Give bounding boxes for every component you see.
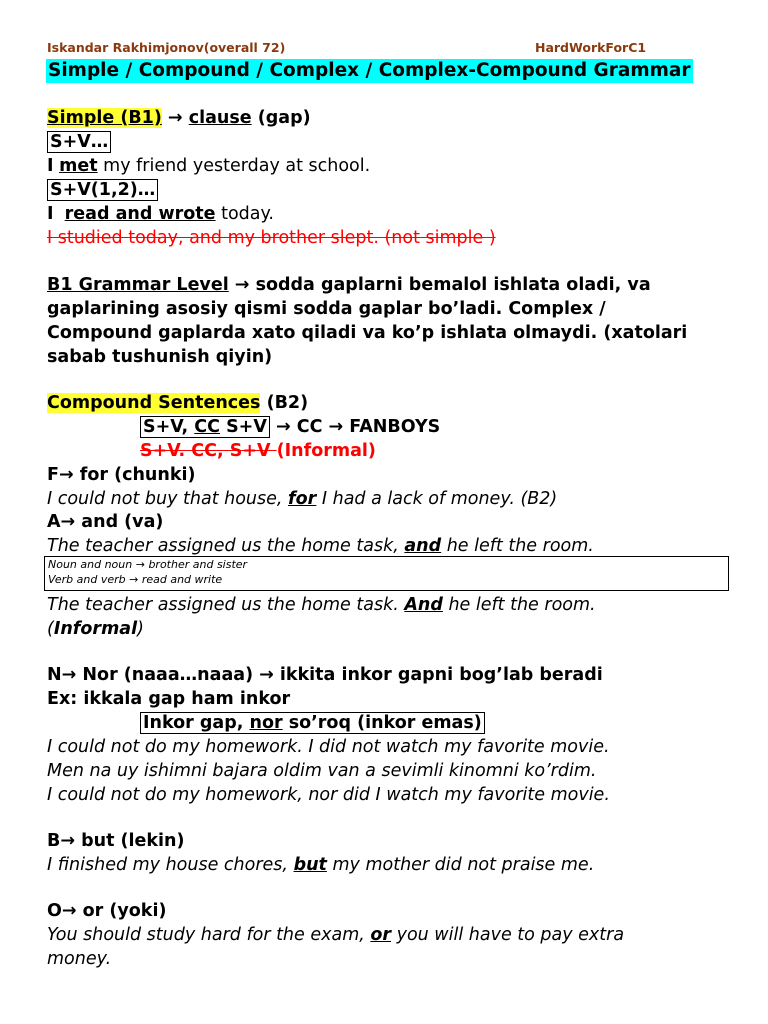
- formula-box: [140, 712, 485, 734]
- verb: read and wrote: [64, 204, 216, 224]
- formula-part: S+V: [219, 417, 267, 437]
- compound-heading: Compound Sentences: [47, 393, 261, 413]
- and-example: [47, 535, 594, 557]
- rest: my friend yesterday at school.: [97, 156, 371, 176]
- ex-part: I had a lack of money. (B2): [316, 489, 558, 509]
- b1-heading: B1 Grammar Level: [47, 275, 229, 295]
- simple-heading-line: [47, 107, 311, 129]
- ex-part: The teacher assigned us the home task.: [47, 595, 405, 615]
- ex-part: I finished my house chores,: [47, 855, 294, 875]
- paren: (: [47, 619, 54, 639]
- ex-part: The teacher assigned us the home task,: [47, 536, 405, 556]
- informal-note: [47, 618, 144, 640]
- formula-cc: CC: [194, 417, 220, 437]
- informal-label: (Informal): [276, 441, 376, 461]
- keyword: nor: [249, 713, 283, 733]
- keyword: And: [404, 595, 443, 615]
- ex-part: he left the room.: [441, 536, 594, 556]
- but-title: B→ but (lekin): [47, 831, 185, 851]
- nor-example-2: Men na uy ishimni bajara oldim van a sevimli kinomni ko’rdim.: [47, 761, 597, 781]
- page-title: Simple / Compound / Complex / Complex-Compound Grammar: [48, 60, 691, 81]
- note-line-1: Noun and noun → brother and sister: [48, 558, 248, 571]
- simple-example-1: [47, 155, 370, 177]
- subject: I: [47, 204, 54, 224]
- ex-part: he left the room.: [442, 595, 596, 615]
- keyword: but: [293, 855, 327, 875]
- formula-box: S+V(1,2)…: [47, 179, 158, 201]
- formula-part: Inkor gap,: [143, 713, 250, 733]
- informal-formula: [140, 440, 376, 462]
- formula-sv12: [47, 179, 158, 201]
- nor-example-3: I could not do my homework, nor did I watch my favorite movie.: [47, 785, 610, 805]
- keyword: and: [404, 536, 442, 556]
- compound-level: (B2): [260, 393, 309, 413]
- for-title: F→ for (chunki): [47, 465, 196, 485]
- informal-label: Informal: [53, 619, 138, 639]
- formula-sv: [47, 131, 111, 153]
- ex-part: you will have to pay extra: [391, 925, 625, 945]
- for-example: [47, 488, 557, 510]
- formula-part: so’roq (inkor emas): [282, 713, 482, 733]
- or-example-cont: money.: [47, 949, 112, 969]
- not-simple-example: I studied today, and my brother slept. (not simple ): [47, 228, 496, 248]
- b1-text: → sodda gaplarni bemalol ishlata oladi, va: [228, 275, 651, 295]
- arrow: →: [161, 108, 189, 128]
- author-name: Iskandar Rakhimjonov(overall 72): [47, 40, 286, 55]
- and-informal-example: [47, 594, 596, 616]
- compound-formula: [140, 416, 440, 438]
- struck-formula: S+V. CC, S+V: [140, 441, 277, 461]
- b1-level-line-3: Compound gaplarda xato qiladi va ko’p ishlata olmaydi. (xatolari: [47, 323, 688, 343]
- formula-box: S+V…: [47, 131, 111, 153]
- verb: met: [59, 156, 98, 176]
- channel-name: HardWorkForC1: [535, 40, 647, 55]
- compound-heading-line: [47, 392, 308, 414]
- ex-part: I could not buy that house,: [47, 489, 289, 509]
- keyword: or: [370, 925, 392, 945]
- rest: today.: [215, 204, 274, 224]
- nor-formula: [140, 712, 485, 734]
- gap-word: (gap): [251, 108, 311, 128]
- ex-part: You should study hard for the exam,: [47, 925, 371, 945]
- note-box: [44, 556, 729, 591]
- keyword: for: [288, 489, 317, 509]
- formula-part: S+V,: [143, 417, 195, 437]
- b1-level-line-1: [47, 274, 651, 296]
- but-example: [47, 854, 594, 876]
- b1-level-line-4: sabab tushunish qiyin): [47, 347, 273, 367]
- simple-heading: Simple (B1): [47, 108, 162, 128]
- or-title: O→ or (yoki): [47, 901, 167, 921]
- nor-subtitle: Ex: ikkala gap ham inkor: [47, 689, 291, 709]
- nor-title: N→ Nor (naaa…naaa) → ikkita inkor gapni bog’lab beradi: [47, 665, 603, 685]
- subject: I: [47, 156, 54, 176]
- simple-example-2: [47, 203, 274, 225]
- b1-level-line-2: gaplarining asosiy qismi sodda gaplar bo’ladi. Complex /: [47, 299, 606, 319]
- clause-word: clause: [188, 108, 252, 128]
- and-title: A→ and (va): [47, 512, 164, 532]
- nor-example-1: I could not do my homework. I did not watch my favorite movie.: [47, 737, 610, 757]
- formula-box: [140, 416, 270, 438]
- or-example: [47, 924, 624, 946]
- note-line-2: Verb and verb → read and write: [48, 573, 223, 586]
- formula-rest: → CC → FANBOYS: [269, 417, 441, 437]
- paren: ): [137, 619, 144, 639]
- ex-part: my mother did not praise me.: [326, 855, 595, 875]
